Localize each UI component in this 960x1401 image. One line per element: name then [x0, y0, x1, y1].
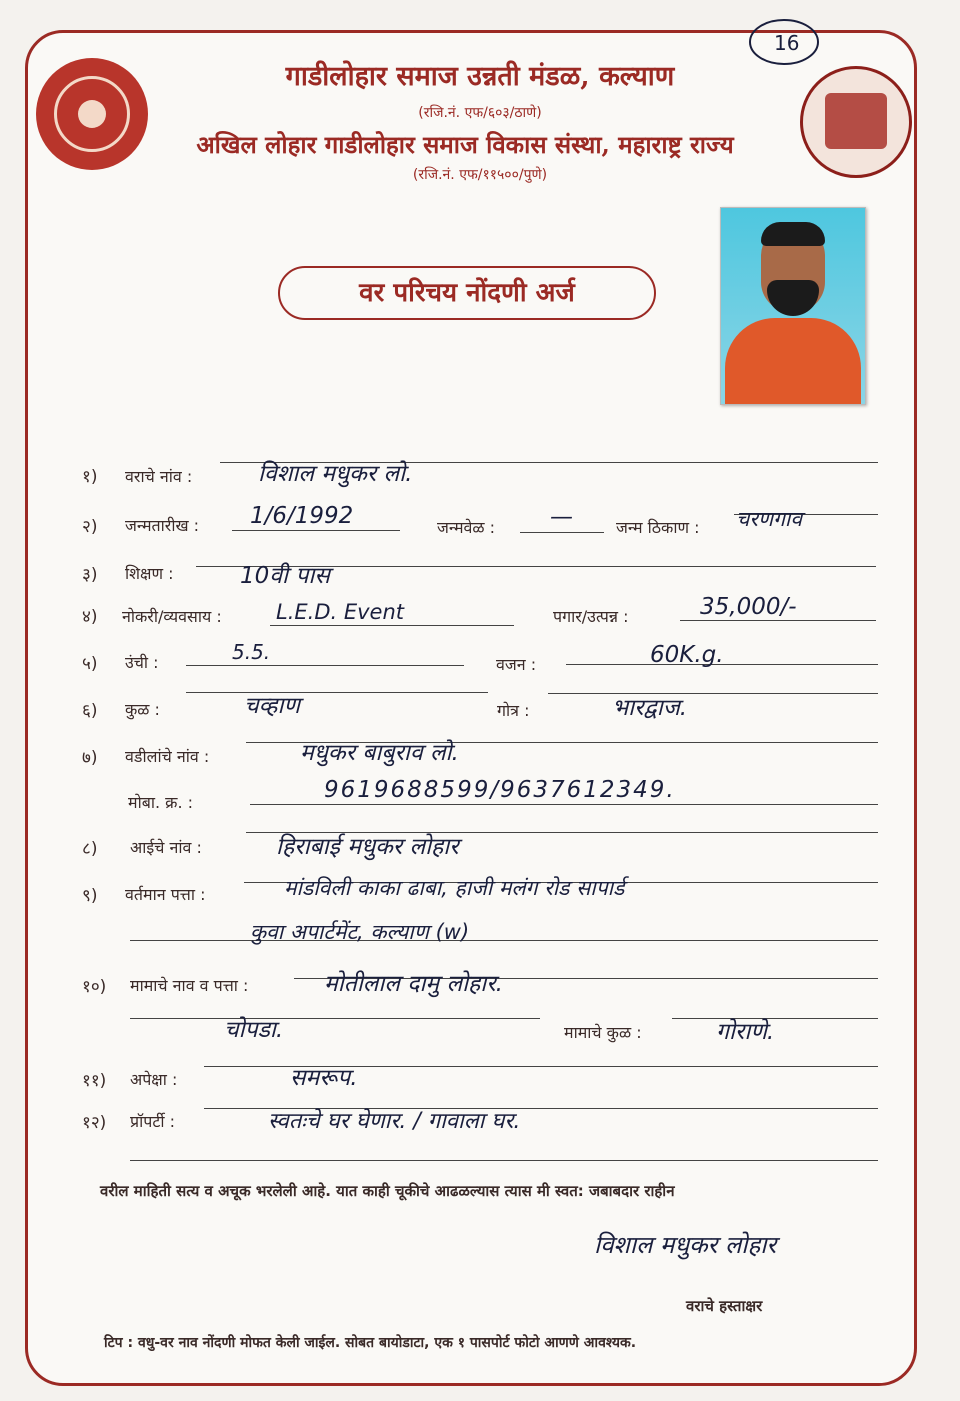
- address-value-line1: मांडविली काका ढाबा, हाजी मलंग रोड सापार्ड: [284, 876, 625, 900]
- dob-value: 1/6/1992: [250, 503, 354, 529]
- field-number: १२): [82, 1113, 107, 1133]
- field-number: १): [82, 467, 98, 487]
- groom-name-value: विशाल मधुकर लो.: [258, 461, 413, 487]
- field-number: ९): [82, 886, 98, 906]
- uncle-label: मामाचे नाव व पत्ता :: [130, 976, 249, 995]
- uncle-clan-label: मामाचे कुळ :: [564, 1023, 642, 1042]
- field-number: ८): [82, 839, 98, 859]
- height-label: उंची :: [125, 653, 159, 672]
- property-label: प्रॉपर्टी :: [130, 1112, 176, 1131]
- groom-name-label: वराचे नांव :: [125, 467, 193, 486]
- expectation-label: अपेक्षा :: [130, 1070, 178, 1089]
- gotra-label: गोत्र :: [497, 701, 530, 720]
- birth-place-label: जन्म ठिकाण :: [616, 518, 700, 537]
- weight-label: वजन :: [496, 655, 537, 674]
- field-number: ७): [82, 748, 98, 768]
- dob-label: जन्मतारीख :: [125, 516, 200, 535]
- signature-label: वराचे हस्ताक्षर: [686, 1297, 763, 1315]
- field-number: १०): [82, 977, 107, 997]
- field-number: ३): [82, 565, 98, 585]
- mobile-label: मोबा. क्र. :: [128, 793, 194, 812]
- weight-value: 60K.g.: [650, 642, 724, 668]
- clan-value: चव्हाण: [244, 693, 301, 719]
- income-label: पगार/उत्पन्न :: [553, 607, 629, 626]
- birth-time-label: जन्मवेळ :: [437, 518, 496, 537]
- footer-note: टिप : वधु-वर नाव नोंदणी मोफत केली जाईल. सोबत बायोडाटा, एक १ पासपोर्ट फोटो आणणे आवश्यक.: [104, 1335, 637, 1351]
- org-reg-primary: (रजि.नं. एफ/६०३/ठाणे): [418, 105, 542, 121]
- address-label: वर्तमान पत्ता :: [125, 885, 206, 904]
- occupation-value: L.E.D. Event: [276, 600, 404, 624]
- property-value: स्वतःचे घर घेणार. / गावाला घर.: [268, 1109, 521, 1134]
- occupation-label: नोकरी/व्यवसाय :: [122, 607, 222, 626]
- corner-mark-text: 16: [774, 31, 800, 55]
- gotra-value: भारद्वाज.: [612, 695, 688, 721]
- height-value: 5.5.: [232, 640, 271, 664]
- org-name-primary: गाडीलोहार समाज उन्नती मंडळ, कल्याण: [285, 61, 675, 92]
- mother-name-label: आईचे नांव :: [130, 838, 202, 857]
- groom-signature: विशाल मधुकर लोहार: [594, 1231, 777, 1259]
- applicant-photo: [720, 207, 866, 405]
- education-label: शिक्षण :: [125, 564, 174, 583]
- org-reg-secondary: (रजि.नं. एफ/११५००/पुणे): [412, 167, 548, 183]
- education-value: 10वी पास: [240, 563, 330, 589]
- birth-place-value: चरणगाव: [736, 507, 803, 531]
- expectation-value: समरूप.: [290, 1065, 358, 1091]
- father-name-value: मधुकर बाबुराव लो.: [300, 740, 459, 766]
- mobile-value: 9619688599/9637612349.: [324, 777, 676, 803]
- uncle-value: मोतीलाल दामु लोहार.: [324, 971, 503, 997]
- uncle-address-value: चोपडा.: [224, 1017, 284, 1043]
- father-name-label: वडीलांचे नांव :: [125, 747, 210, 766]
- mother-name-value: हिराबाई मधुकर लोहार: [276, 834, 459, 860]
- form-title: वर परिचय नोंदणी अर्ज: [278, 266, 656, 320]
- clan-label: कुळ :: [125, 700, 160, 719]
- field-number: ५): [82, 654, 98, 674]
- field-number: ४): [82, 607, 98, 627]
- field-number: २): [82, 517, 98, 537]
- org-name-secondary: अखिल लोहार गाडीलोहार समाज विकास संस्था, महाराष्ट्र राज्य: [196, 130, 734, 159]
- income-value: 35,000/-: [700, 594, 797, 620]
- address-value-line2: कुवा अपार्टमेंट, कल्याण (w): [250, 920, 470, 944]
- field-number: ६): [82, 701, 98, 721]
- birth-time-value: —: [550, 504, 573, 530]
- field-number: ११): [82, 1071, 107, 1091]
- declaration-text: वरील माहिती सत्य व अचूक भरलेली आहे. यात काही चूकीचे आढळल्यास त्यास मी स्वत: जबाबदार राहीन: [100, 1182, 675, 1200]
- uncle-clan-value: गोराणे.: [716, 1019, 775, 1045]
